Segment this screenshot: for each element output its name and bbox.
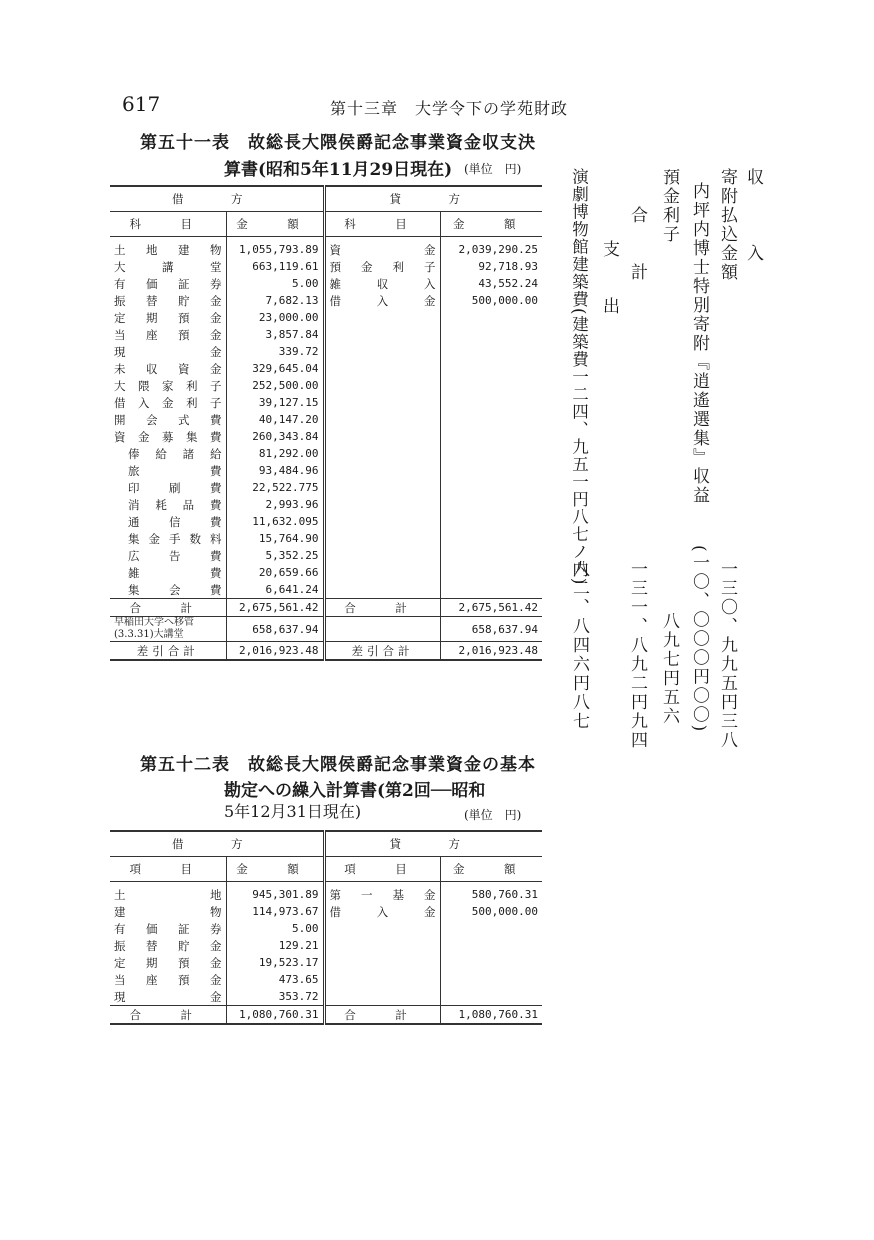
credit-amount — [440, 547, 542, 564]
table-row — [110, 988, 542, 1006]
table52-col-item: 項 目 — [110, 857, 226, 882]
credit-amount — [440, 564, 542, 581]
debit-amount: 81,292.00 — [226, 445, 324, 462]
table51-net-label-credit: 差引合計 — [324, 642, 440, 661]
table51-total-label-credit: 合 計 — [324, 599, 440, 617]
debit-amount: 19,523.17 — [226, 954, 324, 971]
table-row — [110, 326, 542, 343]
credit-item — [324, 547, 440, 564]
debit-item: 集会費 — [110, 581, 226, 599]
credit-item — [324, 988, 440, 1006]
debit-amount: 129.21 — [226, 937, 324, 954]
debit-amount: 252,500.00 — [226, 377, 324, 394]
debit-item: 大隈家利子 — [110, 377, 226, 394]
table-row — [110, 937, 542, 954]
theater-amount: 八二、八四六円八七 — [569, 560, 589, 731]
table51-credit-total: 2,675,561.42 — [440, 599, 542, 617]
expense-heading: 支 出 — [599, 240, 619, 316]
debit-amount: 339.72 — [226, 343, 324, 360]
debit-item: 土地 — [110, 882, 226, 904]
credit-amount — [440, 513, 542, 530]
table-row — [110, 275, 542, 292]
credit-item — [324, 343, 440, 360]
credit-item — [324, 479, 440, 496]
debit-item: 土地建物 — [110, 237, 226, 259]
income-heading: 収 入 — [743, 168, 763, 263]
debit-item: 大講堂 — [110, 258, 226, 275]
total-label: 合 計 — [627, 206, 647, 282]
credit-item — [324, 496, 440, 513]
debit-item: 振替貯金 — [110, 937, 226, 954]
table-row — [110, 237, 542, 259]
table51-transfer-debit: 658,637.94 — [226, 617, 324, 642]
table52-credit-header: 貸 方 — [324, 831, 542, 857]
credit-amount — [440, 920, 542, 937]
debit-amount: 11,632.095 — [226, 513, 324, 530]
running-title: 第十三章 大学令下の学苑財政 — [330, 99, 569, 118]
credit-item: 雑収入 — [324, 275, 440, 292]
credit-item — [324, 513, 440, 530]
table52-col-amount: 金 額 — [226, 857, 324, 882]
credit-item: 預金利子 — [324, 258, 440, 275]
table51-transfer-credit: 658,637.94 — [440, 617, 542, 642]
table-row — [110, 882, 542, 904]
table52-unit: (単位 円) — [464, 808, 522, 822]
debit-item: 集金手数料 — [110, 530, 226, 547]
debit-item: 開会式費 — [110, 411, 226, 428]
interest-label: 預金利子 — [659, 168, 679, 244]
debit-item: 振替貯金 — [110, 292, 226, 309]
debit-amount: 2,993.96 — [226, 496, 324, 513]
table51-transfer-label: 早稲田大学へ移管(3.3.31)大講堂 — [110, 617, 226, 642]
credit-item — [324, 462, 440, 479]
table-row — [110, 920, 542, 937]
credit-amount: 500,000.00 — [471, 905, 538, 918]
credit-amount — [440, 326, 542, 343]
credit-amount — [440, 581, 542, 599]
debit-item: 当座預金 — [110, 326, 226, 343]
donation-amount: 一三〇、九九五円三八 — [717, 560, 737, 750]
credit-amount — [440, 937, 542, 954]
debit-item: 建物 — [110, 903, 226, 920]
debit-amount: 5.00 — [226, 275, 324, 292]
credit-item: 第一基金 — [324, 882, 440, 904]
credit-amount: 92,718.93 — [478, 260, 538, 273]
table51-title-line1: 第五十一表 故総長大隈侯爵記念事業資金収支決 — [140, 133, 536, 153]
table-row — [110, 292, 542, 309]
debit-amount: 39,127.15 — [226, 394, 324, 411]
credit-amount — [440, 496, 542, 513]
credit-item — [324, 445, 440, 462]
page-number: 617 — [122, 92, 161, 116]
debit-item: 旅費 — [110, 462, 226, 479]
theater-label: 演劇博物館建築費(建築費一二四、九五一円八七ノ内) — [569, 168, 589, 586]
credit-amount — [440, 428, 542, 445]
debit-amount: 15,764.90 — [226, 530, 324, 547]
table51-col-amount: 金 額 — [226, 212, 324, 237]
debit-amount: 93,484.96 — [226, 462, 324, 479]
table51-title-line2: 算書(昭和5年11月29日現在) — [224, 160, 453, 180]
credit-amount — [440, 411, 542, 428]
table52 — [110, 830, 542, 1025]
debit-amount: 6,641.24 — [226, 581, 324, 599]
table-row — [110, 954, 542, 971]
debit-item: 有価証券 — [110, 920, 226, 937]
table-row — [110, 445, 542, 462]
debit-item: 消耗品費 — [110, 496, 226, 513]
table52-debit-header: 借 方 — [110, 831, 324, 857]
debit-amount: 945,301.89 — [226, 882, 324, 904]
credit-item — [324, 530, 440, 547]
debit-item: 定期預金 — [110, 954, 226, 971]
credit-amount: 500,000.00 — [471, 294, 538, 307]
table-row — [110, 479, 542, 496]
credit-amount — [440, 530, 542, 547]
debit-amount: 3,857.84 — [226, 326, 324, 343]
credit-item — [324, 581, 440, 599]
credit-amount — [440, 360, 542, 377]
debit-item: 雑費 — [110, 564, 226, 581]
debit-item: 俸給諸給 — [110, 445, 226, 462]
debit-item: 印刷費 — [110, 479, 226, 496]
debit-amount: 23,000.00 — [226, 309, 324, 326]
table52-credit-total: 1,080,760.31 — [440, 1006, 542, 1025]
debit-amount: 663,119.61 — [226, 258, 324, 275]
table51-debit-total: 2,675,561.42 — [226, 599, 324, 617]
debit-amount: 5.00 — [226, 920, 324, 937]
debit-amount: 260,343.84 — [226, 428, 324, 445]
table52-title-line1: 第五十二表 故総長大隈侯爵記念事業資金の基本 — [140, 755, 536, 775]
interest-amount: 八九七円五六 — [659, 612, 679, 726]
debit-item: 定期預金 — [110, 309, 226, 326]
credit-amount: 43,552.24 — [478, 277, 538, 290]
debit-amount: 329,645.04 — [226, 360, 324, 377]
credit-amount: 2,039,290.25 — [458, 243, 538, 256]
debit-item: 現金 — [110, 988, 226, 1006]
table-row — [110, 428, 542, 445]
credit-amount — [440, 479, 542, 496]
debit-item: 現金 — [110, 343, 226, 360]
table51-net-credit: 2,016,923.48 — [440, 642, 542, 661]
debit-amount: 473.65 — [226, 971, 324, 988]
credit-item — [324, 937, 440, 954]
debit-item: 資金募集費 — [110, 428, 226, 445]
table51-net-label: 差引合計 — [110, 642, 226, 661]
debit-amount: 20,659.66 — [226, 564, 324, 581]
table52-total-label-credit: 合 計 — [324, 1006, 440, 1025]
donation-label: 寄附払込金額 — [717, 168, 737, 282]
table52-col-item-credit: 項 目 — [324, 857, 440, 882]
debit-item: 有価証券 — [110, 275, 226, 292]
table-row — [110, 258, 542, 275]
table-row — [110, 377, 542, 394]
table52-title-line2: 勘定への繰入計算書(第2回──昭和 — [224, 781, 486, 801]
credit-amount — [440, 954, 542, 971]
table51-col-amount-credit: 金 額 — [440, 212, 542, 237]
table51 — [110, 185, 542, 661]
credit-item — [324, 360, 440, 377]
credit-amount — [440, 988, 542, 1006]
credit-item — [324, 920, 440, 937]
debit-amount: 22,522.775 — [226, 479, 324, 496]
credit-item — [324, 377, 440, 394]
credit-item — [324, 428, 440, 445]
table-row — [110, 564, 542, 581]
table52-title-line3: 5年12月31日現在) — [224, 802, 362, 821]
table51-total-label: 合 計 — [110, 599, 226, 617]
table52-col-amount-credit: 金 額 — [440, 857, 542, 882]
tsubouchi-label: 内坪内博士特別寄附『逍遙選集』収益 — [689, 182, 709, 505]
credit-amount — [440, 445, 542, 462]
credit-item: 借入金 — [324, 292, 440, 309]
table-row — [110, 462, 542, 479]
credit-item — [324, 326, 440, 343]
credit-item — [324, 394, 440, 411]
table-row — [110, 343, 542, 360]
table51-debit-header: 借 方 — [110, 186, 324, 212]
table-row — [110, 394, 542, 411]
table51-net-debit: 2,016,923.48 — [226, 642, 324, 661]
credit-amount — [440, 971, 542, 988]
debit-item: 通信費 — [110, 513, 226, 530]
table51-unit: (単位 円) — [464, 162, 522, 176]
table-row — [110, 530, 542, 547]
debit-amount: 40,147.20 — [226, 411, 324, 428]
table51-credit-header: 貸 方 — [324, 186, 542, 212]
debit-amount: 5,352.25 — [226, 547, 324, 564]
debit-item: 借入金利子 — [110, 394, 226, 411]
table-row — [110, 547, 542, 564]
table-row — [110, 411, 542, 428]
credit-amount — [440, 343, 542, 360]
credit-amount: 580,760.31 — [471, 888, 538, 901]
tsubouchi-amount: (一〇、〇〇〇円〇〇) — [689, 545, 709, 734]
table51-col-item: 科 目 — [110, 212, 226, 237]
debit-amount: 1,055,793.89 — [226, 237, 324, 259]
debit-amount: 353.72 — [226, 988, 324, 1006]
table-row — [110, 513, 542, 530]
credit-amount — [440, 377, 542, 394]
table-row — [110, 971, 542, 988]
table-row — [110, 309, 542, 326]
credit-item — [324, 954, 440, 971]
credit-amount — [440, 394, 542, 411]
total-amount: 一三一、八九二円九四 — [627, 560, 647, 750]
table52-total-label: 合 計 — [110, 1006, 226, 1025]
credit-item — [324, 564, 440, 581]
credit-item — [324, 411, 440, 428]
credit-item: 資金 — [324, 237, 440, 259]
debit-item: 広告費 — [110, 547, 226, 564]
debit-item: 当座預金 — [110, 971, 226, 988]
credit-item — [324, 971, 440, 988]
debit-amount: 7,682.13 — [226, 292, 324, 309]
table-row — [110, 496, 542, 513]
credit-item — [324, 309, 440, 326]
table-row — [110, 360, 542, 377]
table-row — [110, 903, 542, 920]
credit-amount — [440, 309, 542, 326]
table-row — [110, 581, 542, 599]
table51-col-item-credit: 科 目 — [324, 212, 440, 237]
table52-debit-total: 1,080,760.31 — [226, 1006, 324, 1025]
debit-item: 未収資金 — [110, 360, 226, 377]
credit-item: 借入金 — [324, 903, 440, 920]
credit-amount — [440, 462, 542, 479]
debit-amount: 114,973.67 — [226, 903, 324, 920]
